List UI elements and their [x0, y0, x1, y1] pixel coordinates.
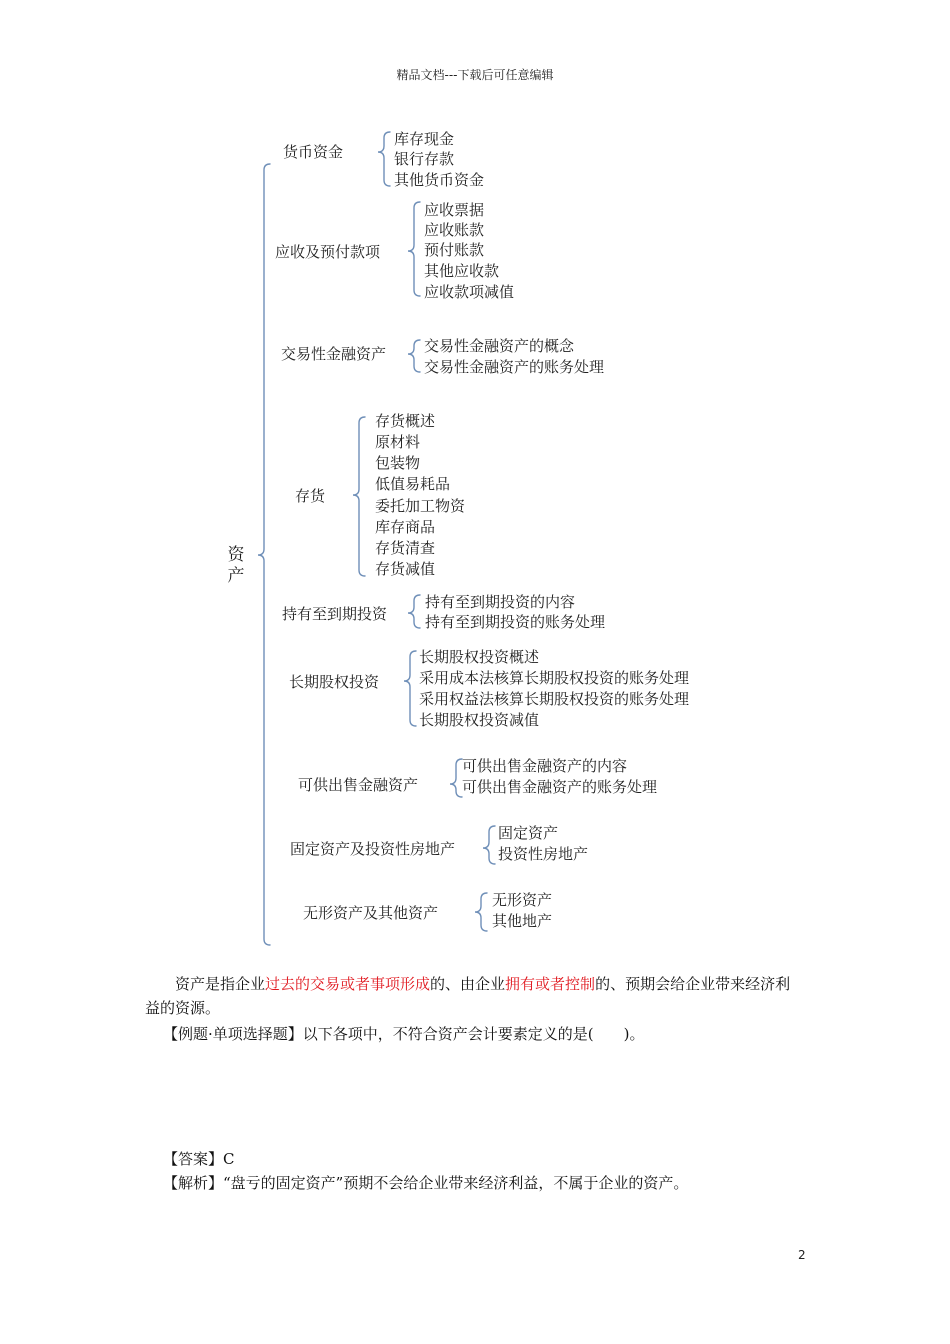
group-label-fixed-assets: 固定资产及投资性房地产 — [290, 840, 456, 858]
group-label-intangible-assets: 无形资产及其他资产 — [303, 904, 439, 922]
leaf-item: 可供出售金融资产的账务处理 — [462, 778, 658, 796]
leaf-item: 无形资产 — [492, 891, 553, 909]
example-question: 【例题·单项选择题】以下各项中，不符合资产会计要素定义的是( )。 — [163, 1025, 645, 1043]
group-brace — [408, 595, 420, 628]
leaf-item: 库存商品 — [375, 518, 436, 536]
root-label: 资产 — [227, 545, 245, 586]
group-brace — [450, 759, 462, 797]
leaf-item: 其他地产 — [492, 912, 553, 930]
leaf-item: 应收款项减值 — [424, 283, 515, 301]
group-brace — [475, 893, 487, 931]
leaf-item: 可供出售金融资产的内容 — [462, 757, 628, 775]
group-label-equity-investment: 长期股权投资 — [289, 673, 380, 691]
leaf-item: 银行存款 — [394, 150, 455, 168]
page-header: 精品文档---下载后可任意编辑 — [396, 68, 554, 82]
leaf-item: 包装物 — [375, 454, 421, 472]
root-brace — [258, 164, 270, 945]
definition-text: 资产是指企业 — [175, 975, 266, 993]
leaf-item: 长期股权投资概述 — [419, 648, 540, 666]
group-brace — [353, 417, 365, 576]
group-label-afs-assets: 可供出售金融资产 — [298, 776, 419, 794]
leaf-item: 其他货币资金 — [394, 171, 485, 189]
leaf-item: 原材料 — [375, 433, 421, 451]
group-brace — [483, 826, 495, 864]
asset-definition-paragraph — [145, 972, 805, 1020]
group-brace — [378, 132, 390, 186]
leaf-item: 存货减值 — [375, 560, 436, 578]
leaf-item: 库存现金 — [394, 130, 455, 148]
leaf-item: 交易性金融资产的概念 — [424, 337, 575, 355]
leaf-item: 固定资产 — [498, 824, 559, 842]
leaf-item: 低值易耗品 — [375, 475, 451, 493]
definition-text: 的、由企业 — [430, 975, 506, 993]
analysis-line: 【解析】“盘亏的固定资产”预期不会给企业带来经济利益，不属于企业的资产。 — [163, 1174, 689, 1192]
definition-highlight-owned-controlled: 拥有或者控制 — [505, 975, 596, 993]
group-label-htm-investment: 持有至到期投资 — [282, 605, 388, 623]
group-label-trading-assets: 交易性金融资产 — [281, 345, 387, 363]
leaf-item: 预付账款 — [424, 241, 485, 259]
group-brace — [408, 340, 420, 372]
group-brace — [408, 202, 420, 296]
leaf-item: 其他应收款 — [424, 262, 500, 280]
group-brace — [404, 651, 416, 726]
leaf-item: 交易性金融资产的账务处理 — [424, 358, 605, 376]
answer-line: 【答案】C — [163, 1150, 235, 1168]
leaf-item: 应收账款 — [424, 221, 485, 239]
leaf-item: 委托加工物资 — [375, 497, 466, 515]
leaf-item: 采用成本法核算长期股权投资的账务处理 — [419, 669, 690, 687]
leaf-item: 采用权益法核算长期股权投资的账务处理 — [419, 690, 690, 708]
leaf-item: 持有至到期投资的账务处理 — [425, 613, 606, 631]
leaf-item: 存货清查 — [375, 539, 436, 557]
leaf-item: 存货概述 — [375, 412, 436, 430]
leaf-item: 投资性房地产 — [498, 845, 589, 863]
group-label-receivables: 应收及预付款项 — [275, 243, 381, 261]
page-number: 2 — [798, 1248, 806, 1262]
group-label-cash: 货币资金 — [283, 143, 344, 161]
leaf-item: 持有至到期投资的内容 — [425, 593, 576, 611]
definition-highlight-past-transactions: 过去的交易或者事项形成 — [265, 975, 431, 993]
leaf-item: 长期股权投资减值 — [419, 711, 540, 729]
definition-text: 的、预期会给企业带来经济利益的资源。 — [145, 975, 791, 1017]
group-label-inventory: 存货 — [295, 487, 326, 505]
leaf-item: 应收票据 — [424, 201, 485, 219]
